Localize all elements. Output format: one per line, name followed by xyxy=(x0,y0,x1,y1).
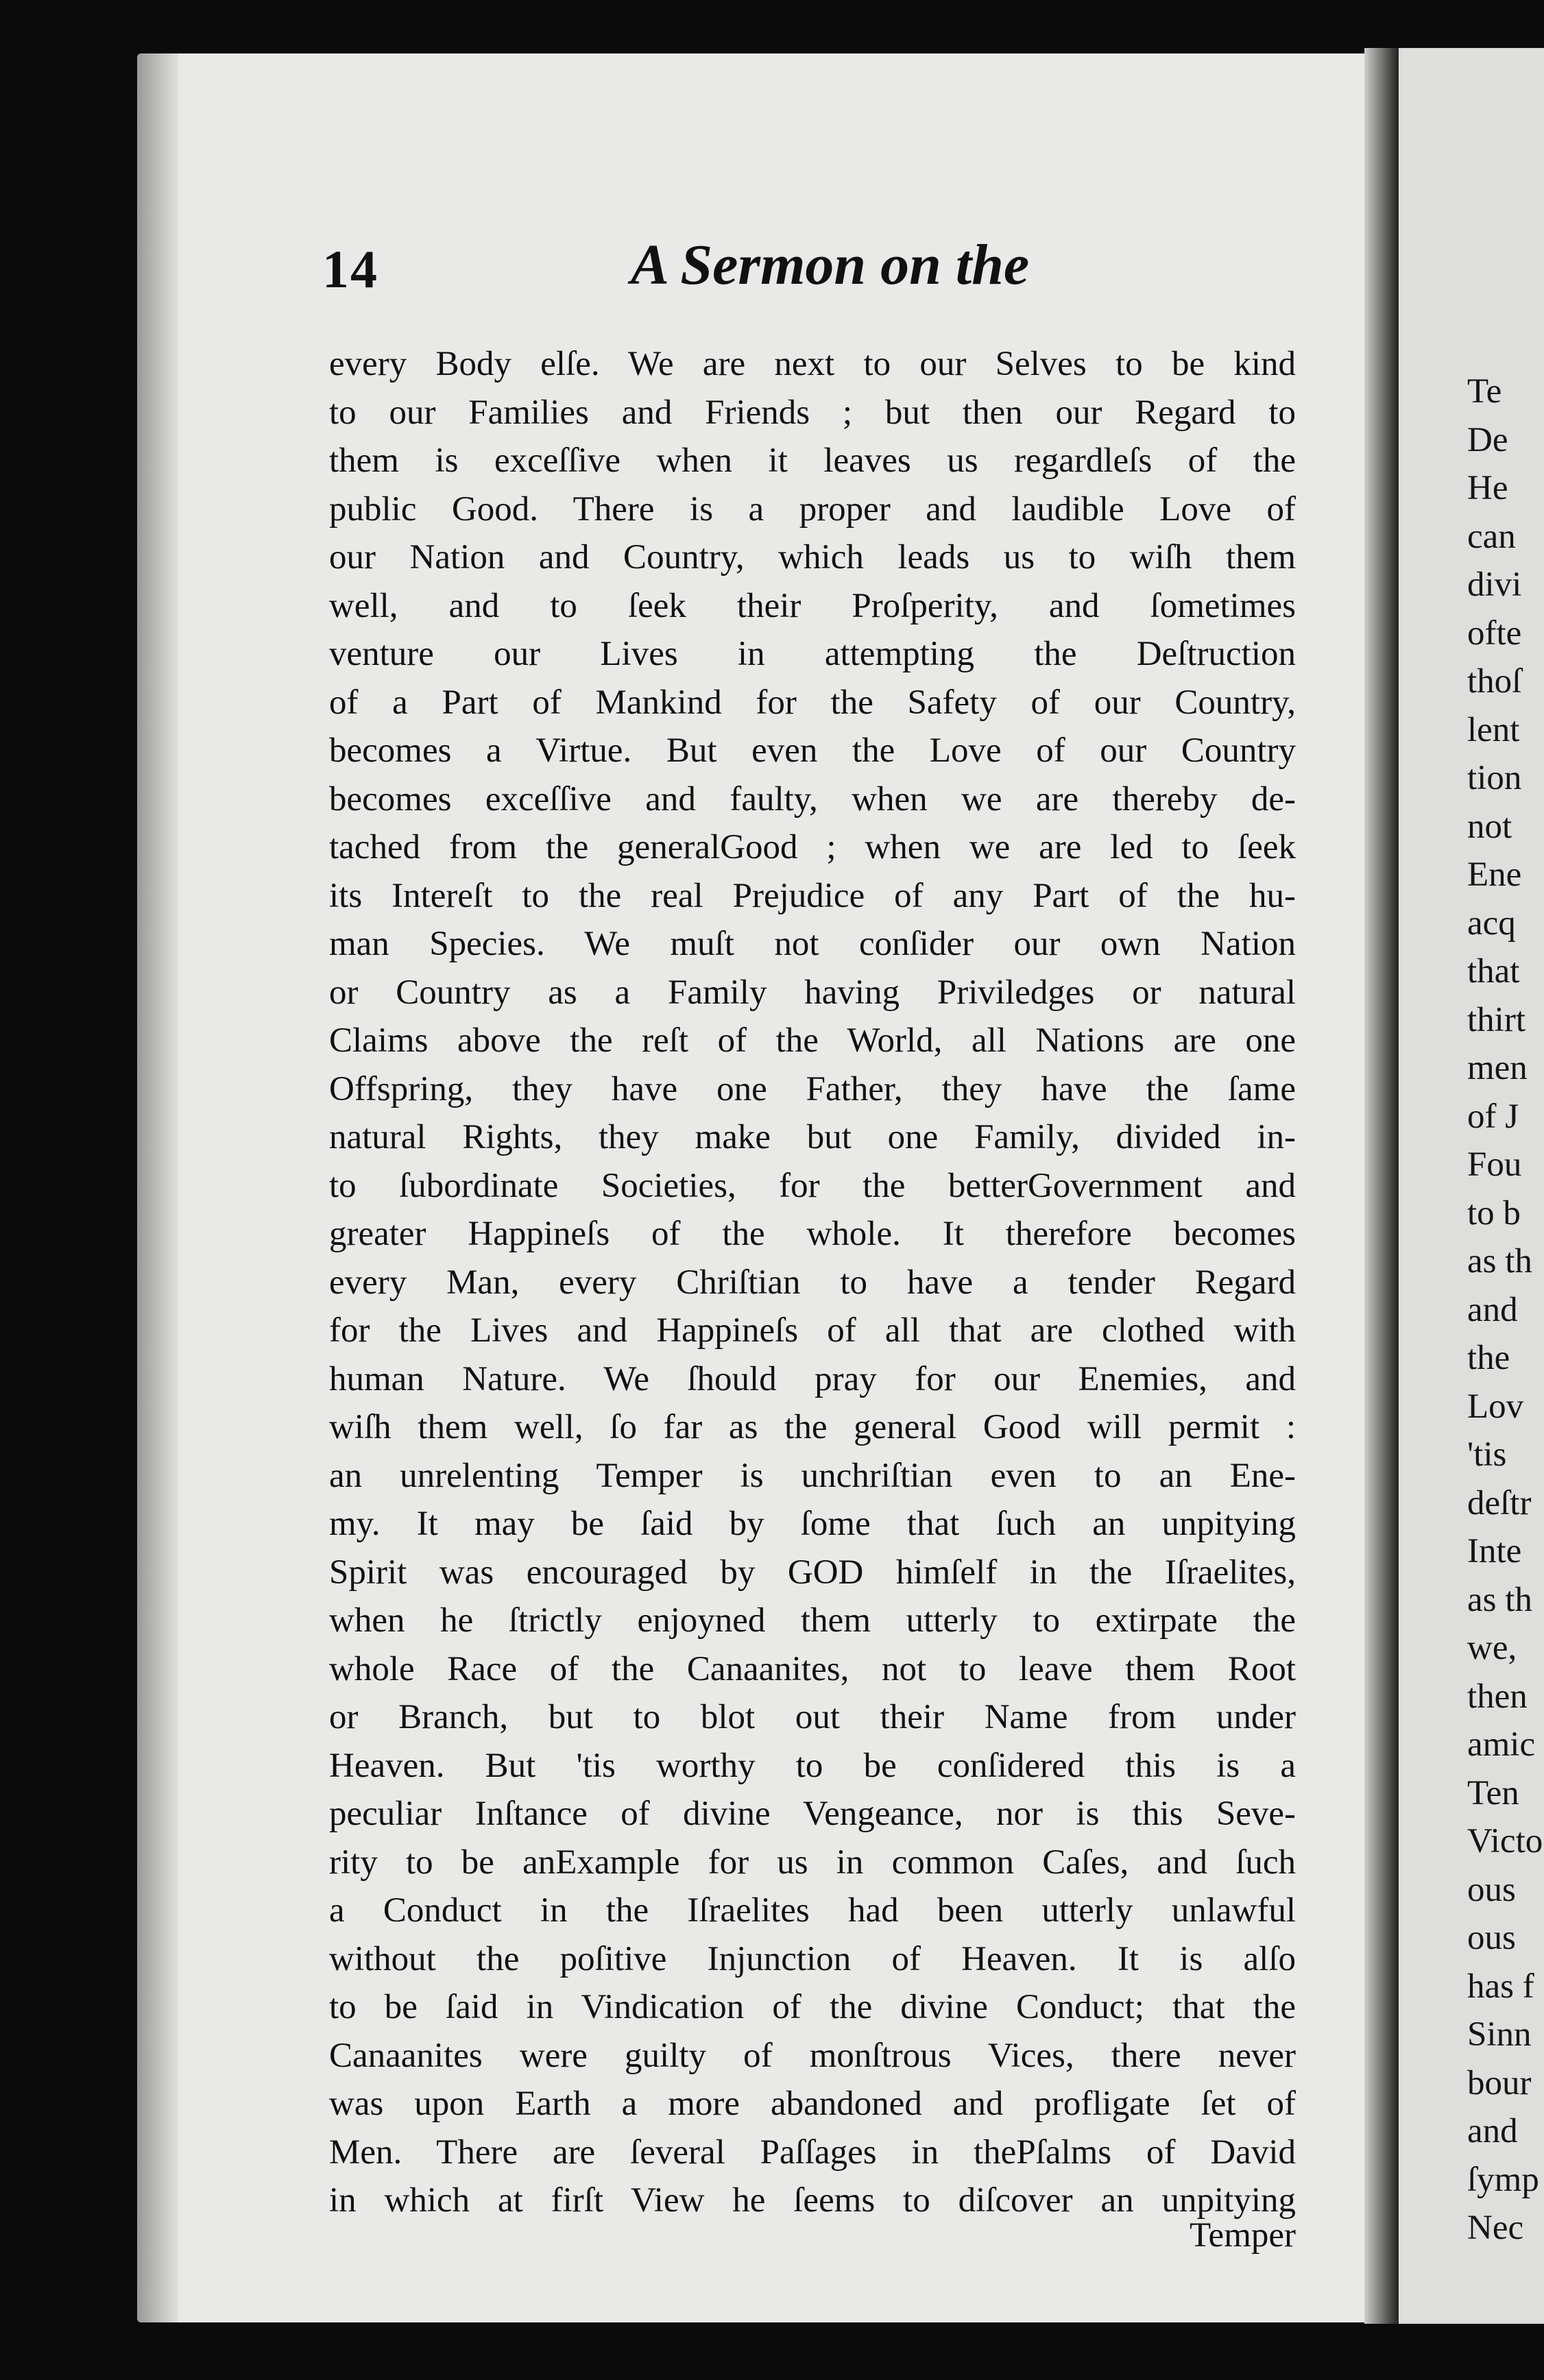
text-line: for the Lives and Happineſs of all that are clothed with xyxy=(329,1311,1296,1350)
text-line: my. It may be ſaid by ſome that ſuch an unpitying xyxy=(329,1505,1296,1543)
text-line: Canaanites were guilty of monſtrous Vices, there never xyxy=(329,2036,1296,2075)
facing-line-fragment: thoſ xyxy=(1467,662,1522,701)
facing-line-fragment: of J xyxy=(1467,1097,1519,1136)
facing-line-fragment: thirt xyxy=(1467,1000,1525,1039)
running-head xyxy=(322,226,1296,308)
facing-line-fragment: 'tis xyxy=(1467,1435,1507,1474)
text-line: them is exceſſive when it leaves us regardleſs of the xyxy=(329,441,1296,480)
facing-line-fragment: lent xyxy=(1467,710,1520,749)
text-line: Heaven. But 'tis worthy to be conſidered this is a xyxy=(329,1746,1296,1785)
text-line: our Nation and Country, which leads us to wiſh them xyxy=(329,538,1296,576)
text-line: to our Families and Friends ; but then our Regard to xyxy=(329,393,1296,432)
facing-line-fragment: De xyxy=(1467,420,1508,459)
text-line: wiſh them well, ſo far as the general Good will permit : xyxy=(329,1408,1296,1446)
text-line: whole Race of the Canaanites, not to leave them Root xyxy=(329,1649,1296,1688)
body-text xyxy=(329,340,1296,2225)
facing-line-fragment: and xyxy=(1467,2112,1518,2150)
text-line: peculiar Inſtance of divine Vengeance, nor is this Seve- xyxy=(329,1795,1296,1833)
text-line: to ſubordinate Societies, for the betterGovernment and xyxy=(329,1166,1296,1205)
facing-line-fragment: Inte xyxy=(1467,1532,1522,1570)
text-line: to be ſaid in Vindication of the divine Conduct; that the xyxy=(329,1988,1296,2026)
facing-line-fragment: as th xyxy=(1467,1242,1532,1280)
text-line: venture our Lives in attempting the Deſtruction xyxy=(329,635,1296,673)
text-line: or Branch, but to blot out their Name from under xyxy=(329,1698,1296,1736)
facing-line-fragment: divi xyxy=(1467,566,1522,604)
facing-line-fragment: ſymp xyxy=(1467,2160,1539,2199)
facing-line-fragment: Lov xyxy=(1467,1387,1524,1426)
facing-page-text xyxy=(1467,367,1544,2252)
facing-line-fragment: that xyxy=(1467,952,1520,991)
facing-line-fragment: not xyxy=(1467,807,1512,846)
facing-line-fragment: has f xyxy=(1467,1967,1534,2006)
facing-line-fragment: acq xyxy=(1467,903,1516,943)
text-line: of a Part of Mankind for the Safety of our Country, xyxy=(329,683,1296,722)
facing-line-fragment: deſtr xyxy=(1467,1483,1532,1522)
facing-line-fragment: can xyxy=(1467,517,1516,556)
facing-line-fragment: Sinn xyxy=(1467,2015,1532,2054)
text-line: well, and to ſeek their Proſperity, and ſometimes xyxy=(329,586,1296,625)
facing-line-fragment: and xyxy=(1467,1290,1518,1329)
page-number: 14 xyxy=(322,239,378,299)
text-line: every Man, every Chriſtian to have a tender Regard xyxy=(329,1263,1296,1302)
facing-line-fragment: He xyxy=(1467,469,1508,507)
text-line: Offspring, they have one Father, they have the ſame xyxy=(329,1069,1296,1108)
text-line: a Conduct in the Iſraelites had been utterly unlawful xyxy=(329,1891,1296,1930)
facing-line-fragment: then xyxy=(1467,1677,1528,1716)
facing-line-fragment: bour xyxy=(1467,2063,1532,2102)
facing-line-fragment: as th xyxy=(1467,1580,1532,1619)
facing-line-fragment: ous xyxy=(1467,1919,1516,1957)
binding-gutter xyxy=(1364,48,1399,2324)
text-line: in which at firſt View he ſeems to diſcover an unpitying xyxy=(329,2181,1296,2220)
text-line: becomes a Virtue. But even the Love of our Country xyxy=(329,731,1296,770)
text-line: becomes exceſſive and faulty, when we are thereby de- xyxy=(329,779,1296,818)
text-line: when he ſtrictly enjoyned them utterly to extirpate the xyxy=(329,1601,1296,1640)
facing-line-fragment: Victo xyxy=(1467,1822,1543,1860)
facing-line-fragment: Ene xyxy=(1467,855,1522,894)
facing-line-fragment: to b xyxy=(1467,1193,1521,1232)
facing-line-fragment: the xyxy=(1467,1339,1510,1377)
text-line: Spirit was encouraged by GOD himſelf in the Iſraelites, xyxy=(329,1553,1296,1592)
facing-line-fragment: tion xyxy=(1467,759,1522,797)
text-line: rity to be anExample for us in common Caſes, and ſuch xyxy=(329,1843,1296,1882)
catchword: Temper xyxy=(1189,2216,1296,2255)
page-stack-edge xyxy=(137,53,178,2322)
text-line: man Species. We muſt not conſider our own Nation xyxy=(329,925,1296,963)
facing-line-fragment: men xyxy=(1467,1049,1528,1087)
text-line: Men. There are ſeveral Paſſages in thePſalms of David xyxy=(329,2133,1296,2172)
text-line: natural Rights, they make but one Family, divided in- xyxy=(329,1118,1296,1156)
facing-line-fragment: Ten xyxy=(1467,1773,1519,1812)
facing-line-fragment: we, xyxy=(1467,1629,1517,1667)
text-line: human Nature. We ſhould pray for our Enemies, and xyxy=(329,1359,1296,1398)
facing-line-fragment: ofte xyxy=(1467,614,1522,653)
facing-line-fragment: Te xyxy=(1467,372,1502,411)
facing-line-fragment: Fou xyxy=(1467,1145,1522,1184)
facing-line-fragment: ous xyxy=(1467,1870,1516,1909)
running-title: A Sermon on the xyxy=(631,233,1030,297)
text-line: public Good. There is a proper and laudible Love of xyxy=(329,489,1296,529)
text-line: Claims above the reſt of the World, all Nations are one xyxy=(329,1021,1296,1060)
text-line: was upon Earth a more abandoned and profligate ſet of xyxy=(329,2085,1296,2123)
facing-line-fragment: Nec xyxy=(1467,2209,1524,2247)
text-line: greater Happineſs of the whole. It therefore becomes xyxy=(329,1215,1296,1253)
text-line: without the poſitive Injunction of Heaven. It is alſo xyxy=(329,1939,1296,1978)
facing-line-fragment: amic xyxy=(1467,1725,1536,1764)
text-line: every Body elſe. We are next to our Selves to be kind xyxy=(329,345,1296,383)
text-line: or Country as a Family having Priviledges or natural xyxy=(329,973,1296,1012)
text-line: its Intereſt to the real Prejudice of any Part of the hu- xyxy=(329,876,1296,915)
text-line: an unrelenting Temper is unchriſtian even to an Ene- xyxy=(329,1456,1296,1495)
text-line: tached from the generalGood ; when we are led to ſeek xyxy=(329,828,1296,866)
